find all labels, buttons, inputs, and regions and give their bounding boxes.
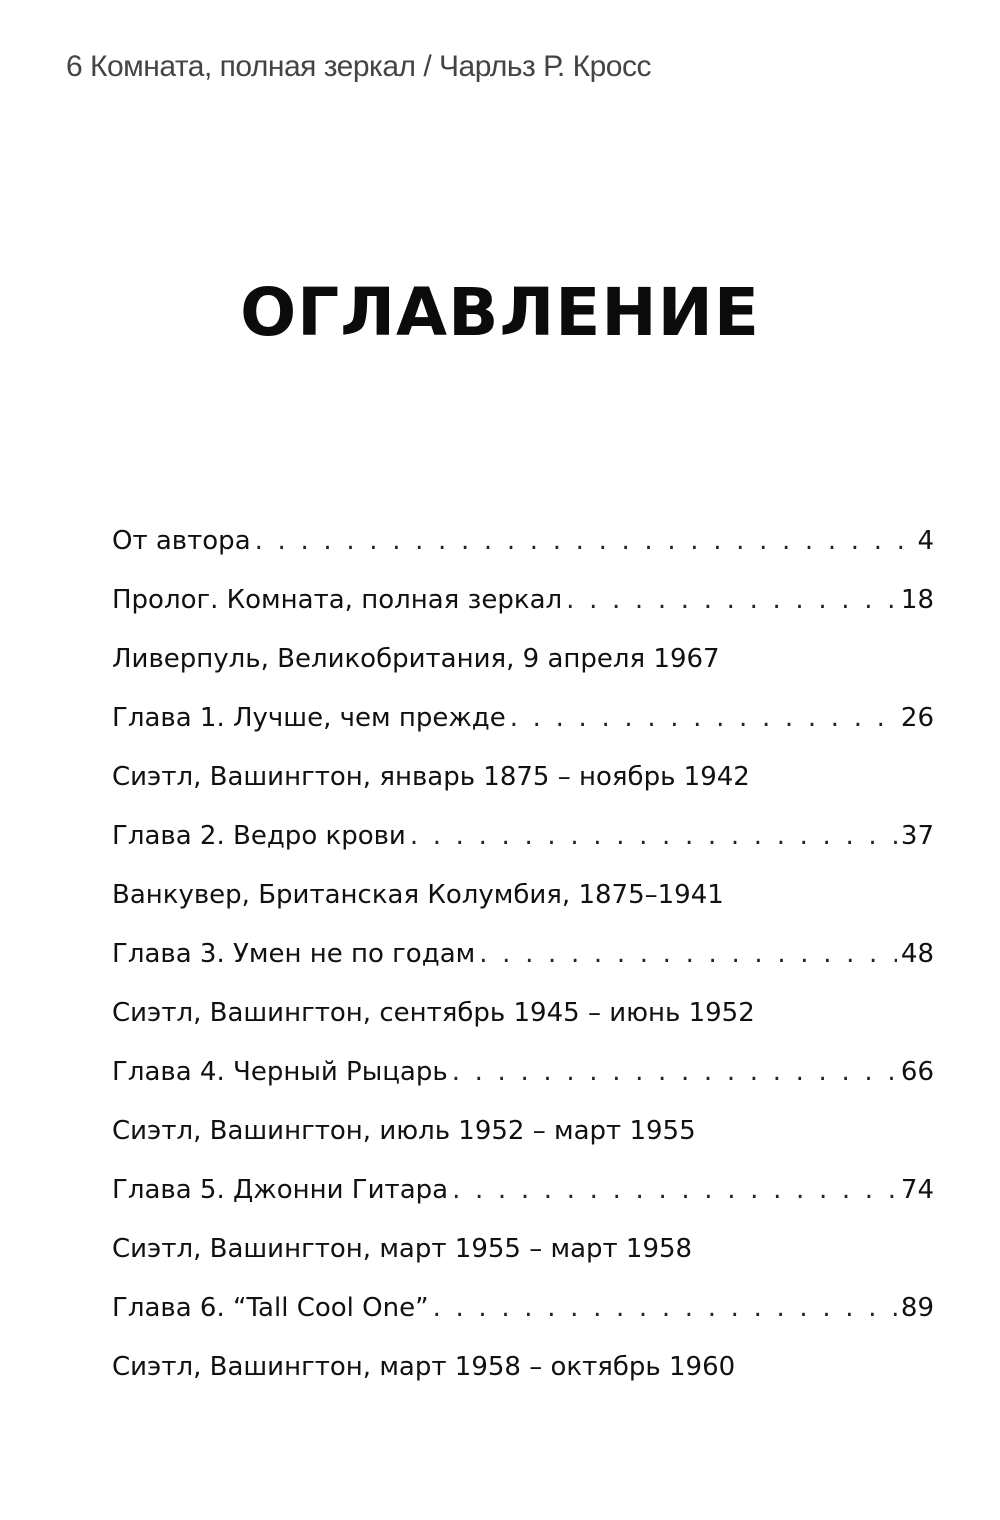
toc-entry-page: 48 [900,939,934,969]
toc-entry-page: 26 [900,703,934,733]
running-header: 6 Комната, полная зеркал / Чарльз Р. Кросс [66,50,651,83]
toc-entry-title: Глава 6. “Tall Cool One” [112,1293,429,1323]
toc-subtitle [112,1116,934,1175]
toc-entry [112,703,934,762]
toc-entry-page: 89 [900,1293,934,1323]
toc-leader-dots [452,1057,897,1087]
toc-entry [112,585,934,644]
toc-entry [112,526,934,585]
toc-subtitle [112,998,934,1057]
toc-leader-dots [410,821,897,851]
toc-entry-title: Пролог. Комната, полная зеркал [112,585,563,615]
toc-leader-dots [479,939,897,969]
table-of-contents [112,526,934,1411]
toc-entry-title: Глава 3. Умен не по годам [112,939,476,969]
toc-entry-page: 18 [900,585,934,615]
toc-entry-page: 74 [900,1175,934,1205]
toc-subtitle [112,644,934,703]
toc-entry [112,821,934,880]
toc-entry-page: 37 [900,821,934,851]
toc-subtitle-text: Ванкувер, Британская Колумбия, 1875–1941 [112,880,724,910]
toc-entry [112,1293,934,1352]
toc-leader-dots [510,703,897,733]
toc-entry-title: Глава 5. Джонни Гитара [112,1175,449,1205]
toc-entry [112,939,934,998]
toc-entry-title: Глава 1. Лучше, чем прежде [112,703,506,733]
page-title: ОГЛАВЛЕНИЕ [240,274,760,351]
toc-subtitle-text: Сиэтл, Вашингтон, март 1958 – октябрь 1960 [112,1352,736,1382]
toc-subtitle-text: Сиэтл, Вашингтон, март 1955 – март 1958 [112,1234,693,1264]
toc-entry [112,1175,934,1234]
toc-leader-dots [255,526,914,556]
toc-leader-dots [452,1175,897,1205]
toc-subtitle [112,1352,934,1411]
toc-entry-page: 66 [900,1057,934,1087]
toc-entry-title: Глава 2. Ведро крови [112,821,406,851]
toc-subtitle-text: Сиэтл, Вашингтон, июль 1952 – март 1955 [112,1116,696,1146]
toc-entry-title: От автора [112,526,251,556]
toc-subtitle [112,1234,934,1293]
toc-subtitle [112,880,934,939]
toc-entry [112,1057,934,1116]
toc-entry-page: 4 [917,526,934,556]
toc-subtitle-text: Сиэтл, Вашингтон, январь 1875 – ноябрь 1942 [112,762,750,792]
toc-leader-dots [566,585,897,615]
toc-subtitle-text: Сиэтл, Вашингтон, сентябрь 1945 – июнь 1952 [112,998,755,1028]
toc-subtitle [112,762,934,821]
toc-entry-title: Глава 4. Черный Рыцарь [112,1057,448,1087]
toc-subtitle-text: Ливерпуль, Великобритания, 9 апреля 1967 [112,644,720,674]
toc-leader-dots [433,1293,897,1323]
